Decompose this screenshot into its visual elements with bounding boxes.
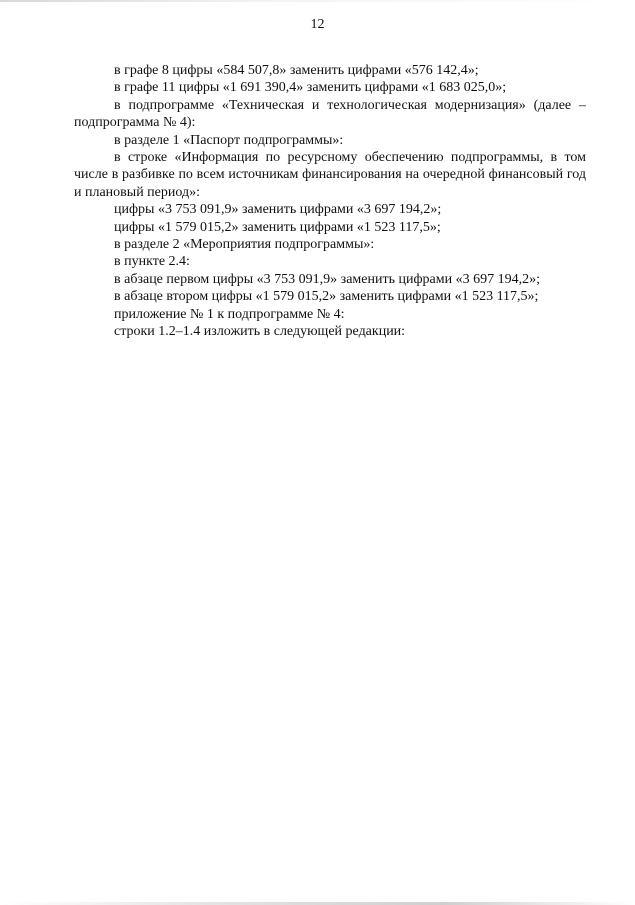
paragraph-item-2-4: в пункте 2.4: [114,254,190,270]
paragraph-first-subparagraph: в абзаце первом цифры «3 753 091,9» заменить цифрами «3 697 194,2»; [114,271,540,287]
document-body [74,62,586,341]
paragraph-appendix-1: приложение № 1 к подпрограмме № 4: [114,306,345,322]
paragraph-column-11: в графе 11 цифры «1 691 390,4» заменить цифрами «1 683 025,0»; [114,80,507,96]
paragraph-rows-1-2-1-4: строки 1.2–1.4 изложить в следующей редакции: [114,324,406,340]
paragraph-resource-info: в строке «Информация по ресурсному обеспечению подпрограммы, в том числе в разбивке по всем источникам финансирования на очередной финансовый год и плановый период»: [74,150,586,200]
paragraph-section-2: в разделе 2 «Мероприятия подпрограммы»: [114,237,375,253]
paragraph-column-8: в графе 8 цифры «584 507,8» заменить цифрами «576 142,4»; [114,63,479,78]
page-number: 12 [310,17,325,32]
paragraph-section-1: в разделе 1 «Паспорт подпрограммы»: [114,132,344,148]
paragraph-second-subparagraph: в абзаце втором цифры «1 579 015,2» заменить цифрами «1 523 117,5»; [114,289,539,305]
paragraph-figures-1: цифры «3 753 091,9» заменить цифрами «3 697 194,2»; [114,202,442,218]
scan-edge-top [0,0,635,2]
paragraph-figures-2: цифры «1 579 015,2» заменить цифрами «1 523 117,5»; [114,219,441,235]
paragraph-subprogram-4: в подпрограмме «Техническая и технологическая модернизация» (далее – подпрограмма № 4): [74,97,586,131]
